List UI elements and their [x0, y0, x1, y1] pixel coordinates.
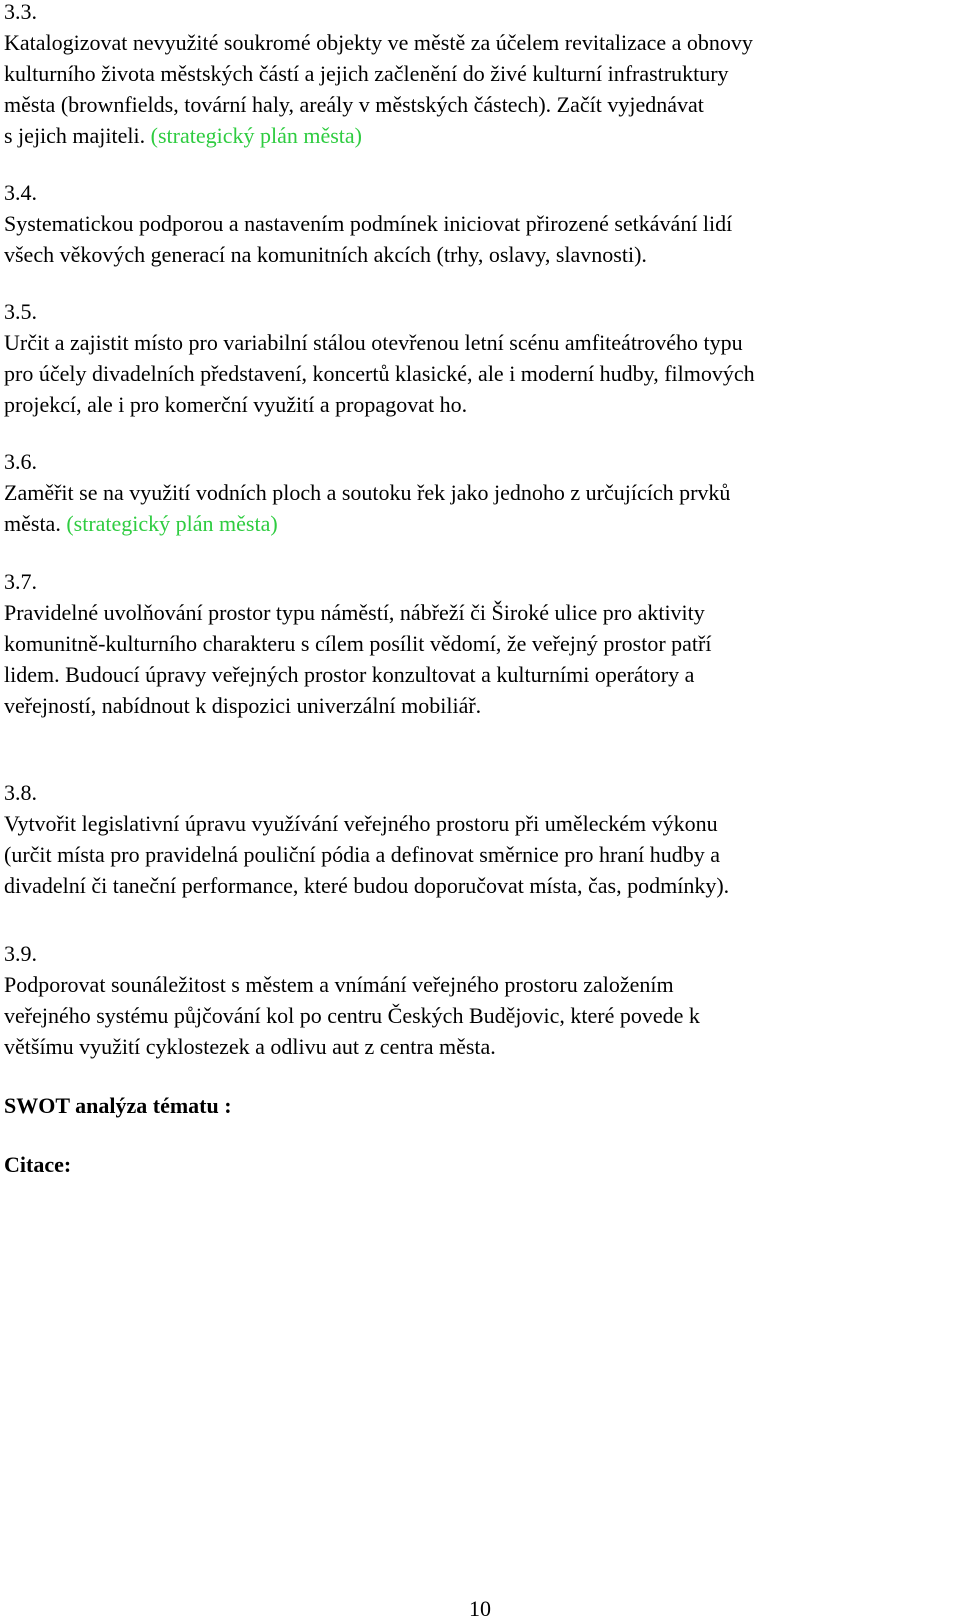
section-line: Pravidelné uvolňování prostor typu náměstí, nábřeží či Široké ulice pro aktivity — [4, 600, 705, 625]
section-line: Podporovat sounáležitost s městem a vnímání veřejného prostoru založením — [4, 972, 674, 997]
section-line — [4, 120, 954, 151]
section-number: 3.7. — [4, 569, 37, 594]
section-line: lidem. Budoucí úpravy veřejných prostor konzultovat a kulturními operátory a — [4, 662, 695, 687]
strategic-plan-note: (strategický plán města) — [66, 511, 278, 536]
section-line: Katalogizovat nevyužité soukromé objekty ve městě za účelem revitalizace a obnovy — [4, 30, 753, 55]
section-line: většímu využití cyklostezek a odlivu aut z centra města. — [4, 1034, 496, 1059]
section-line: veřejností, nabídnout k dispozici univerzální mobiliář. — [4, 693, 482, 718]
section-line: kulturního života městských částí a jejich začlenění do živé kulturní infrastruktury — [4, 61, 729, 86]
section-line: veřejného systému půjčování kol po centru Českých Budějovic, které povede k — [4, 1003, 700, 1028]
section-number: 3.3. — [4, 0, 37, 24]
section-line: projekcí, ale i pro komerční využití a propagovat ho. — [4, 392, 468, 417]
section-line: Zaměřit se na využití vodních ploch a soutoku řek jako jednoho z určujících prvků — [4, 480, 731, 505]
section-line: divadelní či taneční performance, které budou doporučovat místa, čas, podmínky). — [4, 873, 730, 898]
section-3-3 — [4, 0, 954, 151]
section-3-5 — [4, 296, 954, 420]
section-3-8 — [4, 777, 954, 901]
section-line: města (brownfields, tovární haly, areály v městských částech). Začít vyjednávat — [4, 92, 704, 117]
section-line — [4, 508, 954, 539]
section-line: komunitně-kulturního charakteru s cílem posílit vědomí, že veřejný prostor patří — [4, 631, 712, 656]
section-number: 3.6. — [4, 449, 37, 474]
section-line: (určit místa pro pravidelná pouliční pódia a definovat směrnice pro hraní hudby a — [4, 842, 720, 867]
section-number: 3.9. — [4, 941, 37, 966]
strategic-plan-note: (strategický plán města) — [150, 123, 363, 148]
swot-heading: SWOT analýza tématu : — [4, 1093, 232, 1118]
section-3-7 — [4, 566, 954, 721]
section-line: všech věkových generací na komunitních akcích (trhy, oslavy, slavnosti). — [4, 242, 647, 267]
section-line: Vytvořit legislativní úpravu využívání veřejného prostoru při uměleckém výkonu — [4, 811, 718, 836]
section-line: pro účely divadelních představení, koncertů klasické, ale i moderní hudby, filmových — [4, 361, 755, 386]
section-number: 3.8. — [4, 780, 37, 805]
section-3-6 — [4, 446, 954, 539]
section-line: Určit a zajistit místo pro variabilní stálou otevřenou letní scénu amfiteátrového typu — [4, 330, 743, 355]
section-line-text: města. — [4, 511, 61, 536]
section-3-4 — [4, 177, 954, 270]
section-line-text: s jejich majiteli. — [4, 123, 146, 148]
page-number: 10 — [469, 1596, 491, 1621]
section-line: Systematickou podporou a nastavením podmínek iniciovat přirozené setkávání lidí — [4, 211, 733, 236]
section-number: 3.5. — [4, 299, 37, 324]
citace-heading: Citace: — [4, 1152, 72, 1177]
section-number: 3.4. — [4, 180, 37, 205]
section-3-9 — [4, 938, 954, 1062]
